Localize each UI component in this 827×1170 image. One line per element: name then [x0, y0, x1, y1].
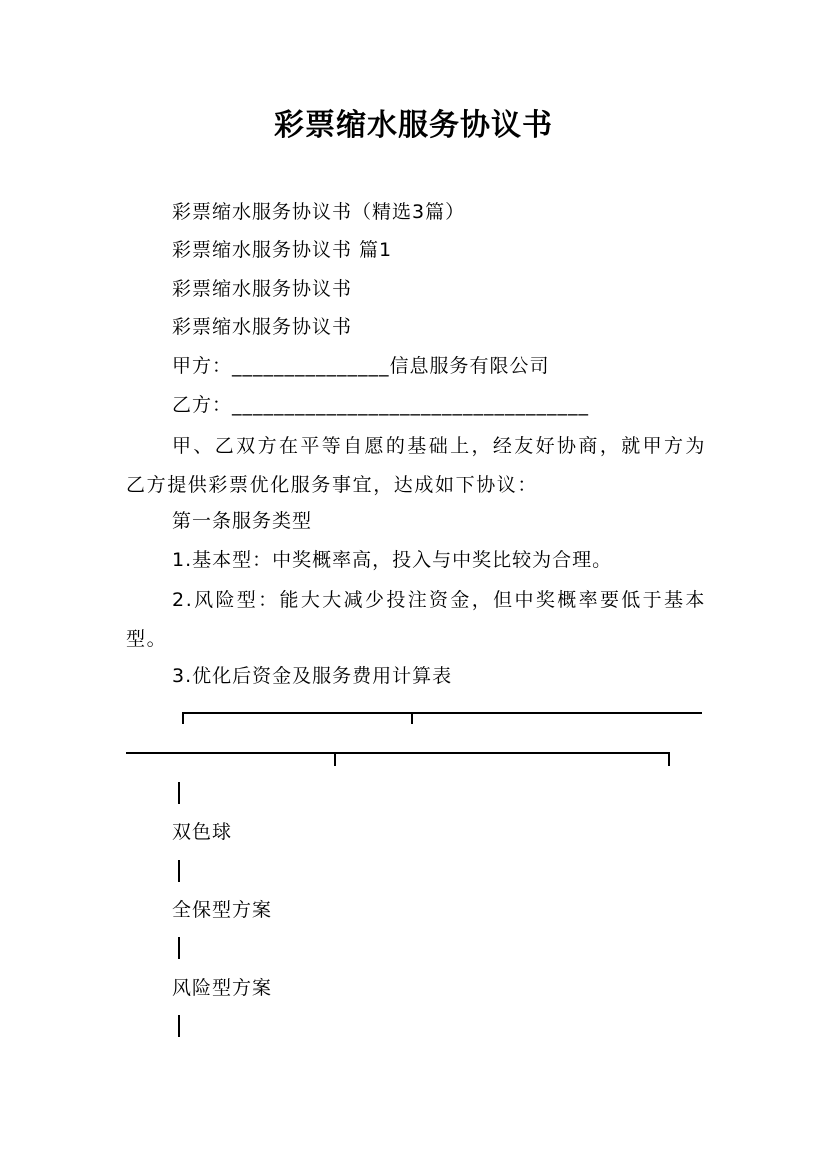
subtitle-line: 彩票缩水服务协议书（精选3篇）: [172, 201, 466, 223]
section-heading: 彩票缩水服务协议书 篇1: [172, 239, 393, 261]
table-cell-border: [178, 1015, 180, 1037]
agreement-name-line: 彩票缩水服务协议书: [172, 278, 353, 300]
table-cell-border: [178, 937, 180, 959]
table-caption: 3.优化后资金及服务费用计算表: [172, 665, 453, 687]
table-cell-lottery: 双色球: [172, 821, 233, 843]
table-cell-border: [178, 860, 180, 882]
table-cell-border: [178, 782, 180, 804]
intro-paragraph: 甲、乙双方在平等自愿的基础上，经友好协商，就甲方为乙方提供彩票优化服务事宜，达成如下协议：: [126, 435, 706, 496]
table-cell-risk-plan: 风险型方案: [172, 977, 273, 999]
party-a-line: 甲方：_______________信息服务有限公司: [172, 355, 550, 377]
table-column-divider-mid: [334, 752, 336, 766]
party-b-line: 乙方：__________________________________: [172, 394, 590, 416]
table-corner-right: [668, 752, 670, 766]
agreement-name-line-2: 彩票缩水服务协议书: [172, 316, 353, 338]
table-column-divider-top: [411, 712, 413, 724]
table-top-border: [182, 712, 702, 714]
document-title: 彩票缩水服务协议书: [274, 108, 553, 143]
service-type-basic: 1.基本型：中奖概率高，投入与中奖比较为合理。: [172, 549, 613, 571]
service-type-risk: 2.风险型：能大大减少投注资金，但中奖概率要低于基本型。: [126, 589, 706, 650]
table-corner-left: [182, 712, 184, 724]
table-cell-full-plan: 全保型方案: [172, 899, 273, 921]
table-header-border: [126, 752, 670, 754]
article-one-heading: 第一条服务类型: [172, 510, 313, 532]
